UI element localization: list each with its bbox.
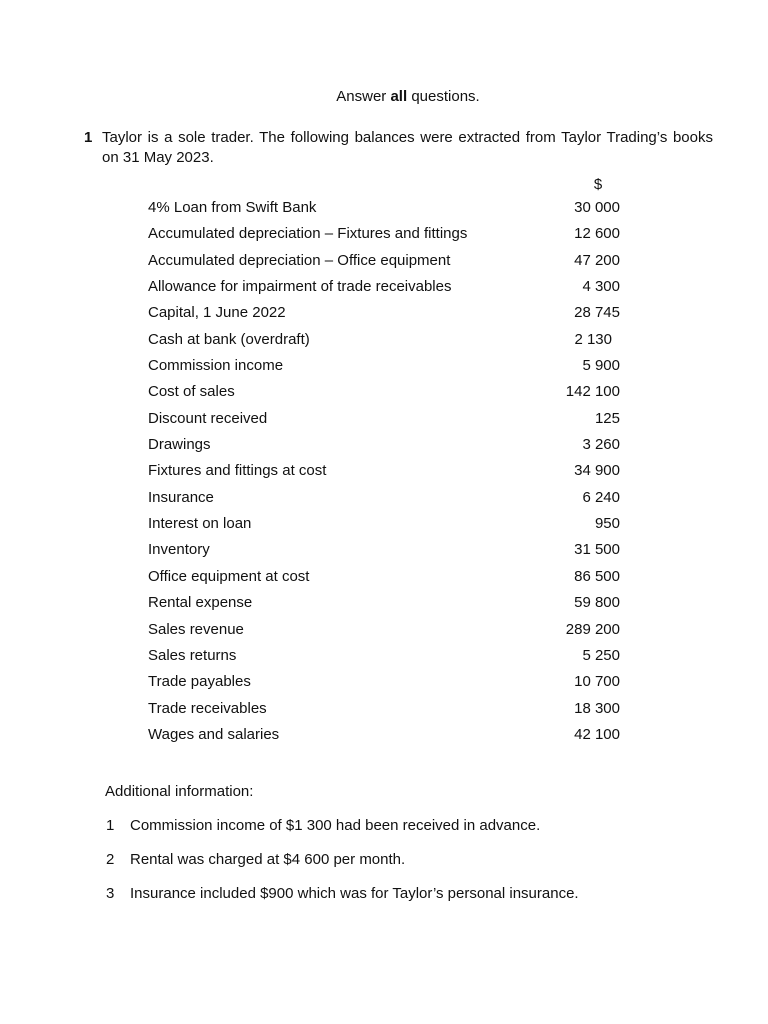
question-number: 1: [84, 129, 93, 146]
row-label: Accumulated depreciation – Fixtures and fittings: [148, 225, 468, 243]
note-text: Rental was charged at $4 600 per month.: [130, 851, 406, 868]
row-amount: 30 000: [574, 199, 620, 216]
row-amount: 47 200: [574, 251, 620, 269]
row-amount: 125: [594, 409, 620, 427]
table-row: [148, 461, 628, 487]
row-label: Drawings: [148, 436, 211, 454]
row-label: Commission income: [148, 357, 284, 375]
table-row: [148, 356, 628, 382]
row-amount: 5 900: [582, 357, 620, 375]
table-row: [148, 224, 628, 250]
table-row: [148, 593, 628, 619]
instruction-prefix: Answer: [336, 88, 391, 105]
table-row: [148, 303, 628, 329]
table-row: [148, 672, 628, 698]
row-amount: 289 200: [565, 620, 620, 638]
row-label: Inventory: [148, 541, 210, 559]
question-intro: Taylor is a sole trader. The following balances were extracted from Taylor Trading’s books on 31 May 2023.: [102, 129, 713, 166]
row-label: Allowance for impairment of trade receivables: [148, 278, 452, 296]
row-label: Sales returns: [148, 646, 237, 664]
row-amount: 34 900: [574, 462, 620, 480]
row-amount: 28 745: [574, 304, 620, 322]
row-label: Trade payables: [148, 673, 251, 691]
row-label: Office equipment at cost: [148, 567, 310, 585]
row-label: 4% Loan from Swift Bank: [148, 199, 317, 216]
row-amount: 42 100: [574, 725, 620, 743]
table-row: [148, 514, 628, 540]
note-text: Insurance included $900 which was for Taylor’s personal insurance.: [130, 885, 579, 902]
row-amount: 59 800: [574, 594, 620, 612]
row-amount: 950: [594, 515, 620, 533]
row-amount: 10 700: [574, 673, 620, 691]
list-item: [106, 851, 726, 885]
list-item: [106, 817, 726, 851]
table-row: [148, 198, 628, 224]
table-row: [148, 620, 628, 646]
additional-info-title: Additional information:: [105, 783, 254, 800]
currency-header: $: [593, 176, 603, 193]
row-label: Discount received: [148, 409, 268, 427]
row-label: Insurance: [148, 488, 214, 506]
row-amount: 5 250: [582, 646, 620, 664]
table-row: [148, 251, 628, 277]
row-amount: 142 100: [565, 383, 620, 401]
row-amount: 2 130: [574, 330, 612, 348]
table-row: [148, 725, 628, 751]
note-text: Commission income of $1 300 had been received in advance.: [130, 817, 541, 834]
note-number: 3: [106, 885, 115, 902]
table-row: [148, 382, 628, 408]
table-row: [148, 646, 628, 672]
table-row: [148, 435, 628, 461]
table-row: [148, 277, 628, 303]
row-label: Cash at bank (overdraft): [148, 330, 310, 348]
row-amount: 3 260: [582, 436, 620, 454]
row-label: Sales revenue: [148, 620, 244, 638]
list-item: [106, 885, 726, 919]
note-number: 2: [106, 851, 115, 868]
row-label: Wages and salaries: [148, 725, 280, 743]
table-row: [148, 567, 628, 593]
note-number: 1: [106, 817, 115, 834]
row-amount: 18 300: [574, 699, 620, 717]
row-label: Cost of sales: [148, 383, 235, 401]
table-row: [148, 488, 628, 514]
row-amount: 4 300: [582, 278, 620, 296]
instruction-line: [0, 88, 768, 106]
row-amount: 6 240: [582, 488, 620, 506]
additional-info-list: [106, 817, 726, 919]
row-label: Fixtures and fittings at cost: [148, 462, 327, 480]
instruction-suffix: questions.: [407, 88, 480, 105]
balances-table: [148, 198, 628, 751]
row-amount: 86 500: [574, 567, 620, 585]
row-label: Capital, 1 June 2022: [148, 304, 286, 322]
row-label: Rental expense: [148, 594, 253, 612]
instruction-emphasis: all: [390, 88, 408, 105]
row-label: Accumulated depreciation – Office equipment: [148, 251, 451, 269]
table-row: [148, 540, 628, 566]
row-label: Trade receivables: [148, 699, 267, 717]
row-amount: 12 600: [574, 225, 620, 243]
row-amount: 31 500: [574, 541, 620, 559]
table-row: [148, 409, 628, 435]
table-row: [148, 699, 628, 725]
table-row: [148, 330, 628, 356]
row-label: Interest on loan: [148, 515, 252, 533]
